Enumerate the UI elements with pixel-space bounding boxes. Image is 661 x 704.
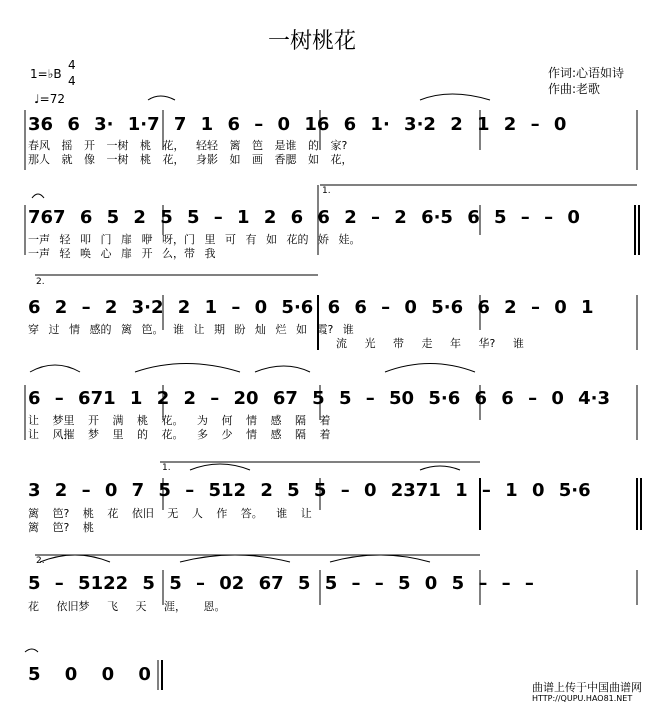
key-label: 1= [30,67,48,81]
row7-notes: 5 0 0 0 [28,664,151,685]
key-flat: ♭B [47,67,62,81]
row2-lyrics2: 一声 轻 唤 心 扉 开 么，带 我 [28,247,216,260]
row4-notes: 6 – 671 1 2 2 – 20 67 5 5 – 50 5·6 6 6 – 0 4·3 [28,388,611,409]
row1-notes: 36 6 3· 1·7 7 1 6 – 0 16 6 1· 3·2 2 1 2 – 0 [28,114,567,135]
quarter-note-icon: ♩ [34,92,40,106]
row6-volta: 2. [36,556,45,566]
row3-notes: 6 2 – 2 3·2 2 1 – 0 5·6 6 6 – 0 5·6 6 2 – 0 1 [28,297,594,318]
row2-lyrics1: 一声 轻 叩 门 扉 咿 呀，门 里 可 有 如 花的 娇 娃。 [28,233,361,246]
footer-line1: 曲谱上传于中国曲谱网 [532,681,642,694]
key-signature [30,67,62,81]
lyricist: 作词:心语如诗 [548,66,625,80]
row3-lyrics1: 穿 过 情 感的 篱 笆。 谁 让 期 盼 灿 烂 如 霞? 谁 [28,323,354,336]
row5-lyrics1: 篱 笆? 桃 花 依旧 无 人 作 答。 谁 让 [28,507,312,520]
row5-volta: 1. [162,463,171,473]
row6-lyrics1: 花 依旧梦 飞 天 涯， 恩。 [28,600,226,613]
time-numerator: 4 [68,58,76,72]
composer: 作曲:老歌 [548,82,601,96]
tempo-value: =72 [39,92,65,106]
footer-line2: HTTP://QUPU.HAO81.NET [532,694,633,703]
row5-lyrics2: 篱 笆? 桃 [28,521,94,534]
row2-volta: 1. [322,186,331,196]
row6-notes: 5 – 5122 5 5 – 02 67 5 5 – – 5 0 5 – – – [28,573,534,594]
row5-notes: 3 2 – 0 7 5 – 512 2 5 5 – 0 2371 1 – 1 0 5·6 [28,480,591,501]
row3-lyrics2: 流 光 带 走 年 华? 谁 [336,337,524,350]
row3-volta: 2. [36,277,45,287]
time-denominator: 4 [68,74,76,88]
row1-lyrics1: 春风 摇 开 一树 桃 花， 轻轻 篱 笆 是谁 的 家? [28,139,348,152]
site-footer [532,682,642,704]
row1-lyrics2: 那人 就 像 一树 桃 花， 身影 如 画 香腮 如 花， [28,153,353,166]
row4-lyrics1: 让 梦里 开 满 桃 花。 为 何 情 感 隔 着 [28,414,331,427]
page-title: 一树桃花 [268,29,357,54]
row2-notes: 767 6 5 2 5 5 – 1 2 6 6 2 – 2 6·5 6 5 – – 0 [28,207,580,228]
row4-lyrics2: 让 风摧 梦 里 的 花。 多 少 情 感 隔 着 [28,428,331,441]
tempo-marking [34,92,65,106]
